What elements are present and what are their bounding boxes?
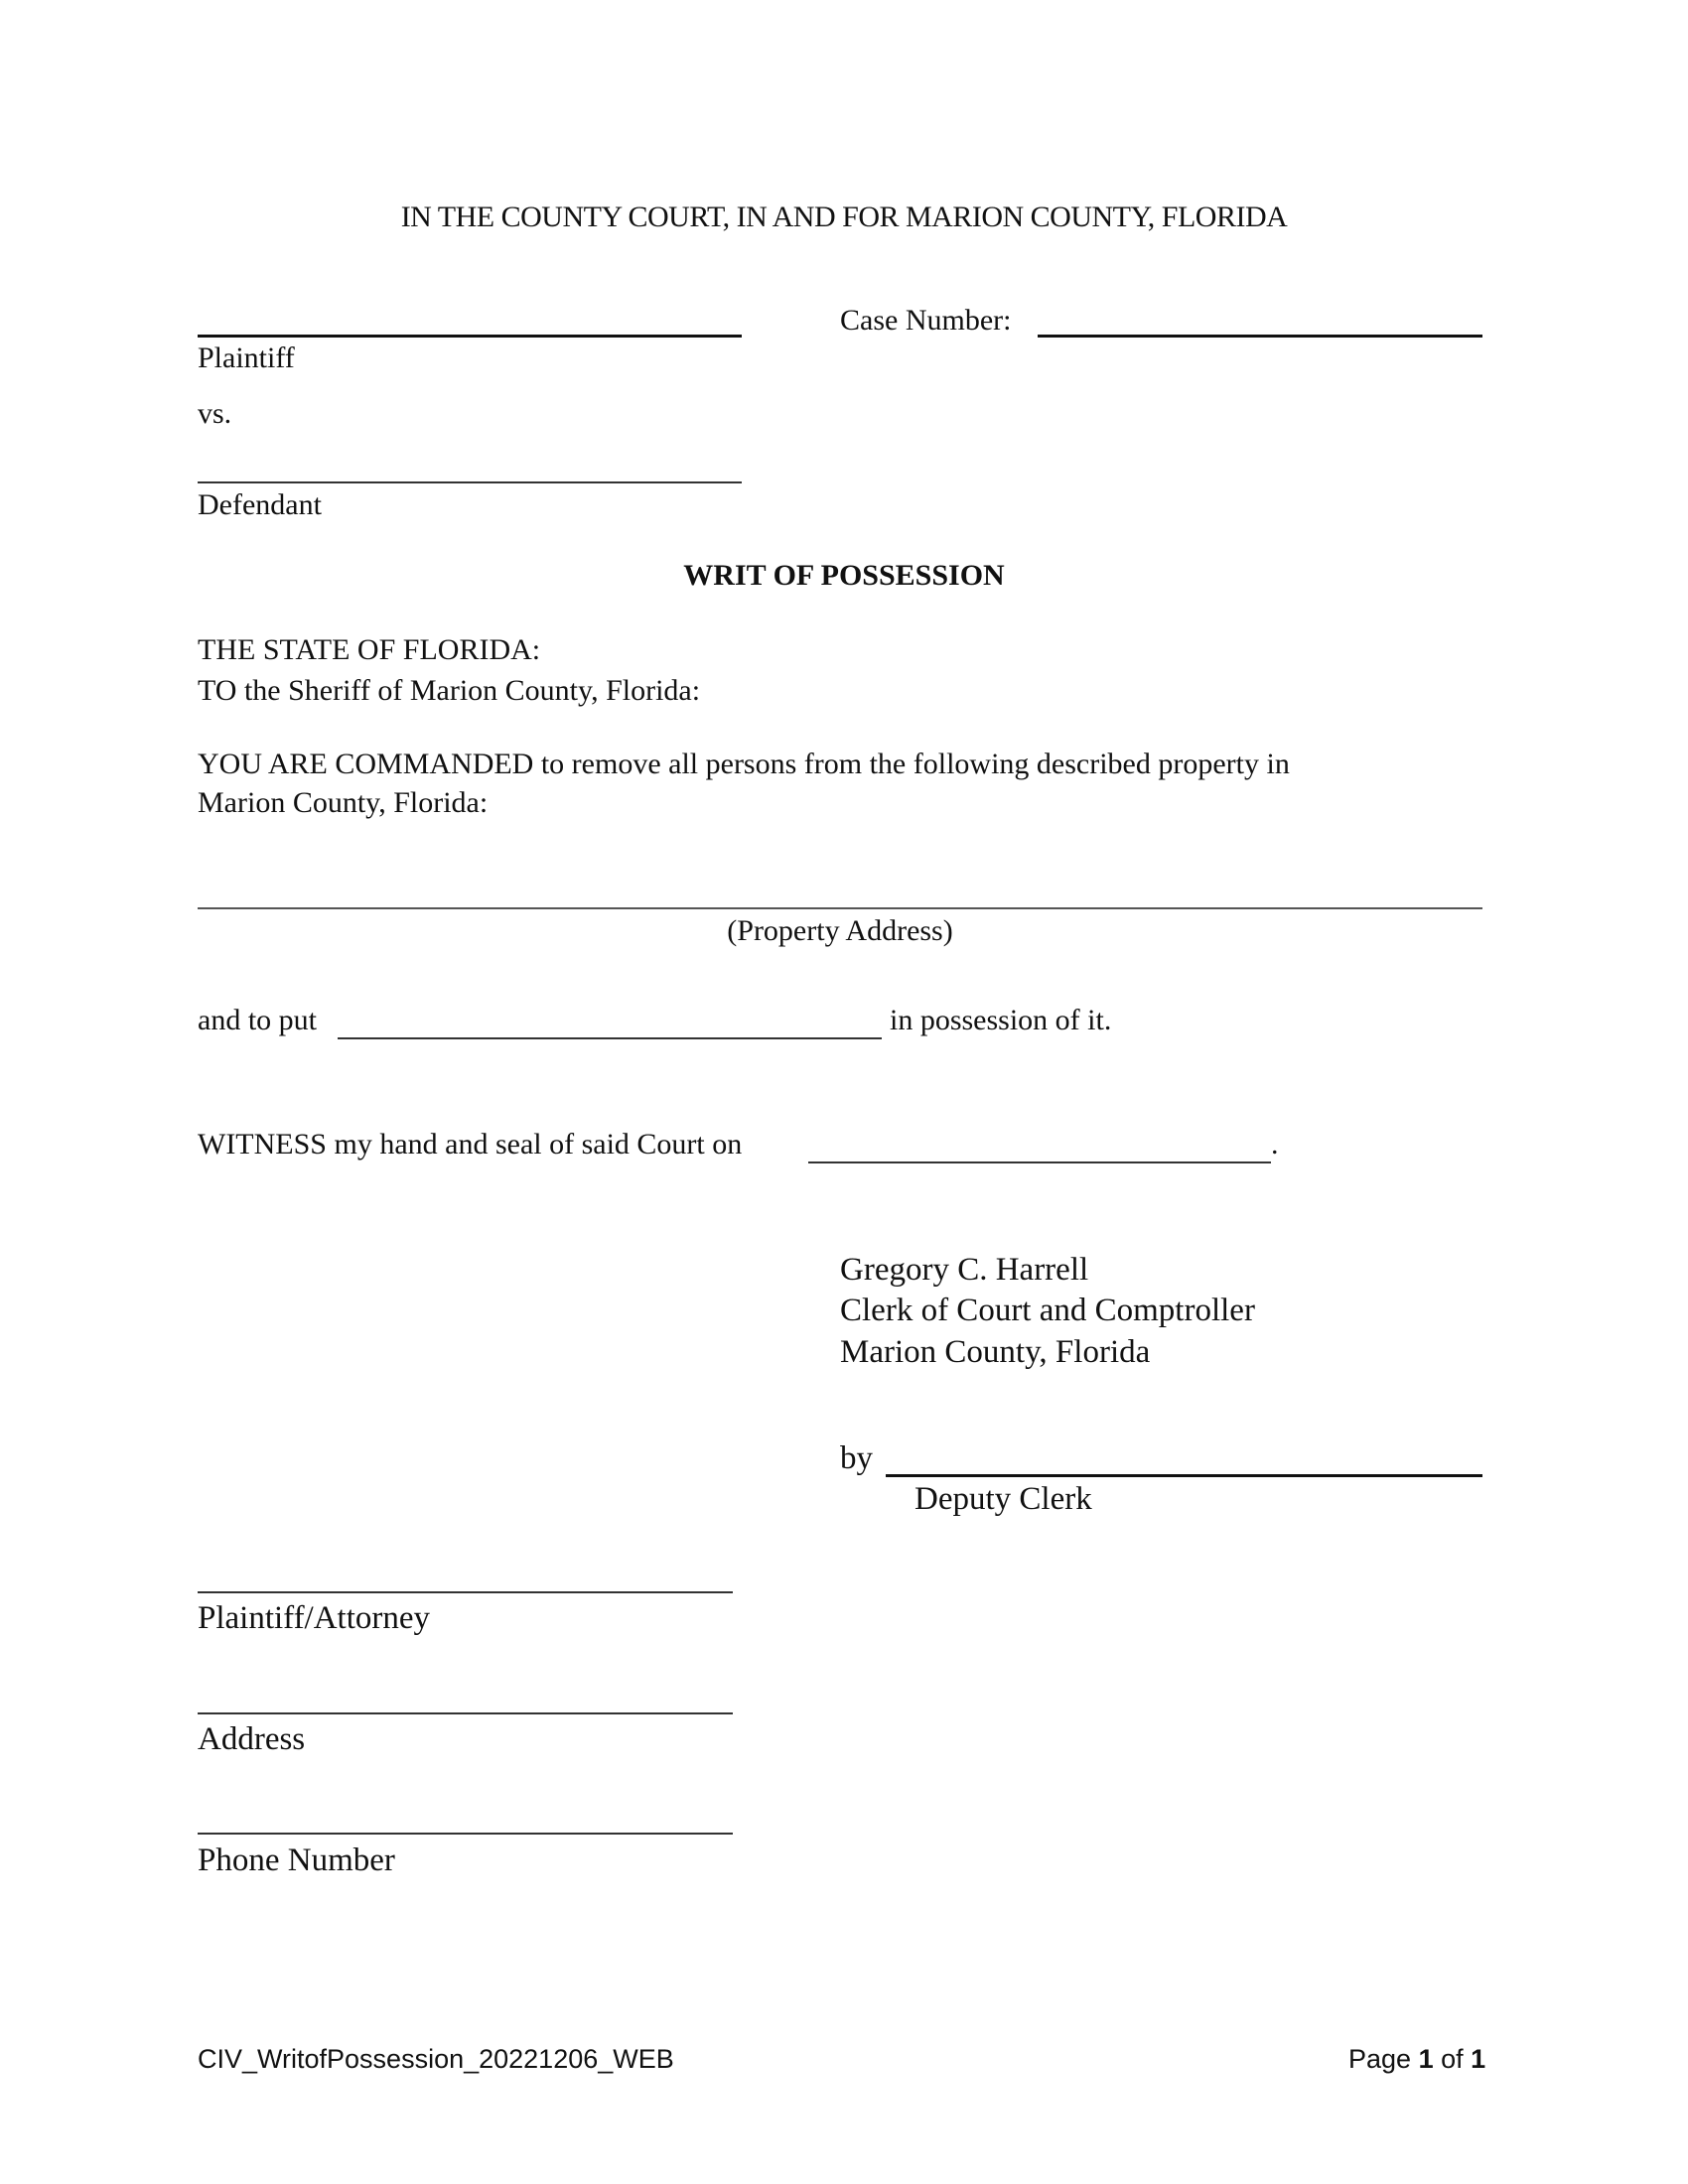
plaintiff-attorney-label: Plaintiff/Attorney bbox=[198, 1600, 431, 1636]
state-line: THE STATE OF FLORIDA: bbox=[198, 633, 541, 666]
clerk-title: Clerk of Court and Comptroller bbox=[840, 1293, 1255, 1328]
deputy-signature-field[interactable] bbox=[886, 1474, 1482, 1477]
case-number-field[interactable] bbox=[1038, 335, 1482, 338]
possession-suffix: in possession of it. bbox=[890, 1004, 1112, 1036]
witness-prefix: WITNESS my hand and seal of said Court on bbox=[198, 1128, 743, 1160]
filer-address-field[interactable] bbox=[198, 1712, 733, 1714]
command-line-1: YOU ARE COMMANDED to remove all persons from the following described property in bbox=[198, 748, 1290, 780]
deputy-clerk-label: Deputy Clerk bbox=[914, 1481, 1092, 1517]
page-total: 1 bbox=[1471, 2044, 1486, 2074]
property-address-label: (Property Address) bbox=[727, 914, 953, 947]
sheriff-line: TO the Sheriff of Marion County, Florida: bbox=[198, 674, 701, 707]
plaintiff-label: Plaintiff bbox=[198, 341, 295, 374]
plaintiff-field[interactable] bbox=[198, 335, 742, 338]
page-word: Page bbox=[1348, 2044, 1412, 2074]
possession-prefix: and to put bbox=[198, 1004, 317, 1036]
document-title: WRIT OF POSSESSION bbox=[683, 559, 1005, 592]
filer-phone-label: Phone Number bbox=[198, 1843, 395, 1878]
witness-date-field[interactable] bbox=[808, 1161, 1271, 1163]
defendant-label: Defendant bbox=[198, 488, 322, 521]
case-number-label: Case Number: bbox=[840, 304, 1012, 337]
property-address-field[interactable] bbox=[198, 907, 1482, 909]
vs-label: vs. bbox=[198, 397, 232, 430]
possession-party-field[interactable] bbox=[338, 1037, 882, 1039]
page-current: 1 bbox=[1418, 2044, 1434, 2074]
filer-address-label: Address bbox=[198, 1721, 306, 1757]
page-of: of bbox=[1441, 2044, 1464, 2074]
court-header: IN THE COUNTY COURT, IN AND FOR MARION COUNTY, FLORIDA bbox=[400, 201, 1288, 233]
page-indicator bbox=[1348, 2044, 1485, 2075]
form-id: CIV_WritofPossession_20221206_WEB bbox=[198, 2044, 674, 2074]
by-label: by bbox=[840, 1440, 873, 1476]
defendant-field[interactable] bbox=[198, 481, 742, 483]
command-line-2: Marion County, Florida: bbox=[198, 786, 489, 819]
plaintiff-attorney-field[interactable] bbox=[198, 1591, 733, 1593]
filer-phone-field[interactable] bbox=[198, 1833, 733, 1835]
clerk-county: Marion County, Florida bbox=[840, 1334, 1151, 1370]
clerk-name: Gregory C. Harrell bbox=[840, 1252, 1089, 1288]
witness-period: . bbox=[1271, 1128, 1279, 1160]
